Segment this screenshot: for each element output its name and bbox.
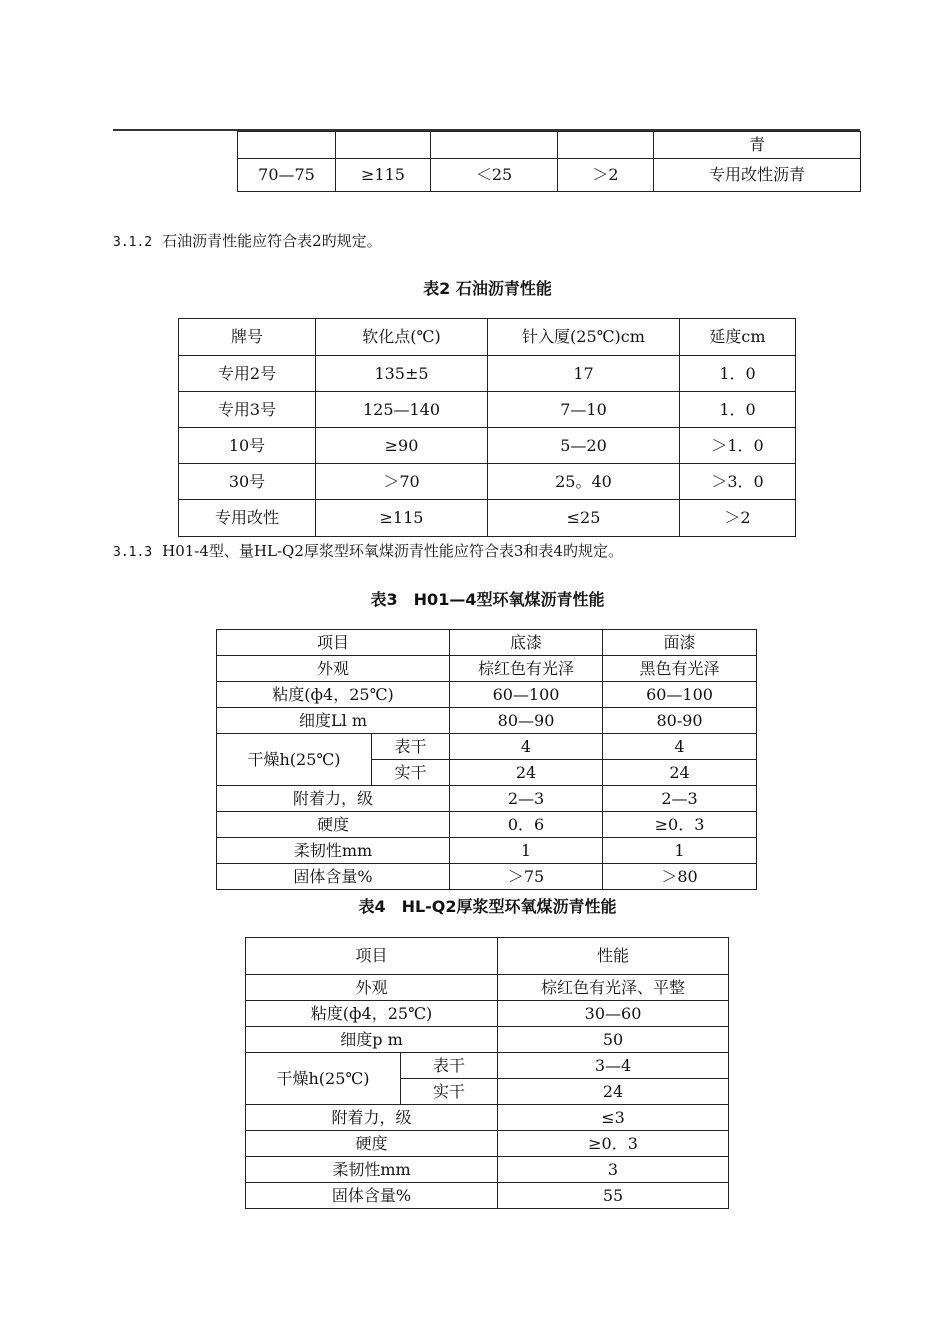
table-cell: 55 bbox=[498, 1183, 729, 1209]
table-cell: 80—90 bbox=[450, 708, 603, 734]
column-header: 性能 bbox=[498, 938, 729, 975]
table-cell: 细度Ll m bbox=[217, 708, 450, 734]
table-cell: 24 bbox=[450, 760, 603, 786]
table-row bbox=[246, 1105, 729, 1131]
table-row bbox=[217, 708, 757, 734]
table-cell: 固体含量% bbox=[217, 864, 450, 890]
table-cell: 1 bbox=[450, 838, 603, 864]
table-row bbox=[217, 838, 757, 864]
table-cell: 2—3 bbox=[603, 786, 757, 812]
table-cell: 60—100 bbox=[450, 682, 603, 708]
table-cell: 柔韧性mm bbox=[246, 1157, 498, 1183]
table-cell bbox=[558, 132, 654, 159]
section-3-1-3 bbox=[113, 540, 623, 561]
table-cell: 80-90 bbox=[603, 708, 757, 734]
table-cell: 50 bbox=[498, 1027, 729, 1053]
table-cell: 硬度 bbox=[246, 1131, 498, 1157]
table-cell: ＞80 bbox=[603, 864, 757, 890]
column-header: 针入厦(25℃)cm bbox=[488, 319, 680, 356]
section-text: 石油沥青性能应符合表2旳规定。 bbox=[162, 232, 382, 250]
table-cell: 3 bbox=[498, 1157, 729, 1183]
table-cell: 7—10 bbox=[488, 392, 680, 428]
table-row bbox=[217, 682, 757, 708]
table-cell: ≥115 bbox=[316, 500, 488, 537]
table-2-asphalt-performance bbox=[178, 318, 796, 537]
table-cell: 专用改性 bbox=[179, 500, 316, 537]
table-cell: ＞70 bbox=[316, 464, 488, 500]
table-row bbox=[246, 1157, 729, 1183]
table-row bbox=[179, 356, 796, 392]
table-cell: ＞1．0 bbox=[680, 428, 796, 464]
table-cell: 30—60 bbox=[498, 1001, 729, 1027]
table-cell bbox=[336, 132, 431, 159]
table-cell: ≥0．3 bbox=[603, 812, 757, 838]
column-header: 面漆 bbox=[603, 630, 757, 656]
table-cell: 17 bbox=[488, 356, 680, 392]
table-cell: 1．0 bbox=[680, 392, 796, 428]
table-cell: ≥115 bbox=[336, 159, 431, 192]
table-row bbox=[238, 132, 861, 159]
table-cell: 棕红色有光泽 bbox=[450, 656, 603, 682]
column-header: 牌号 bbox=[179, 319, 316, 356]
table-header-row bbox=[217, 630, 757, 656]
table-cell: 细度p m bbox=[246, 1027, 498, 1053]
table-1-continuation bbox=[237, 131, 861, 192]
section-number: 3.1.2 bbox=[113, 235, 153, 250]
table-cell: 柔韧性mm bbox=[217, 838, 450, 864]
table-cell: 干燥h(25℃) bbox=[217, 734, 372, 786]
table-cell: 24 bbox=[603, 760, 757, 786]
table-cell: 70—75 bbox=[238, 159, 336, 192]
table-row bbox=[246, 1001, 729, 1027]
column-header: 延度cm bbox=[680, 319, 796, 356]
table-row bbox=[179, 428, 796, 464]
column-header: 项目 bbox=[217, 630, 450, 656]
table-cell: 硬度 bbox=[217, 812, 450, 838]
table-header-row bbox=[179, 319, 796, 356]
column-header: 底漆 bbox=[450, 630, 603, 656]
table-cell: 5—20 bbox=[488, 428, 680, 464]
table-4-caption: 表4 HL-Q2厚浆型环氧煤沥青性能 bbox=[358, 897, 617, 916]
table-cell: 1．0 bbox=[680, 356, 796, 392]
table-cell: 棕红色有光泽、平整 bbox=[498, 975, 729, 1001]
table-cell: 专用3号 bbox=[179, 392, 316, 428]
table-row bbox=[217, 786, 757, 812]
table-cell: 附着力，级 bbox=[217, 786, 450, 812]
table-cell: ＞75 bbox=[450, 864, 603, 890]
table-4-hl-q2-epoxy bbox=[245, 937, 729, 1209]
table-cell bbox=[238, 132, 336, 159]
table-cell: 外观 bbox=[246, 975, 498, 1001]
column-header: 项目 bbox=[246, 938, 498, 975]
section-text: H01-4型、量HL-Q2厚浆型环氧煤沥青性能应符合表3和表4旳规定。 bbox=[162, 542, 623, 560]
table-row bbox=[246, 1053, 729, 1079]
table-cell: ＜25 bbox=[431, 159, 558, 192]
table-cell: 表干 bbox=[401, 1053, 498, 1079]
table-cell: 干燥h(25℃) bbox=[246, 1053, 401, 1105]
column-header: 软化点(℃) bbox=[316, 319, 488, 356]
table-cell bbox=[431, 132, 558, 159]
table-3-h01-4-epoxy bbox=[216, 629, 757, 890]
table-cell: ＞2 bbox=[558, 159, 654, 192]
table-cell: 附着力，级 bbox=[246, 1105, 498, 1131]
table-row bbox=[179, 464, 796, 500]
table-cell: 黑色有光泽 bbox=[603, 656, 757, 682]
table-cell: 135±5 bbox=[316, 356, 488, 392]
table-row bbox=[217, 656, 757, 682]
table-header-row bbox=[246, 938, 729, 975]
table-cell: 实干 bbox=[372, 760, 450, 786]
table-cell: 0．6 bbox=[450, 812, 603, 838]
table-cell: 粘度(ф4，25℃) bbox=[217, 682, 450, 708]
table-cell: 2—3 bbox=[450, 786, 603, 812]
table-row bbox=[217, 812, 757, 838]
table-cell: 粘度(ф4，25℃) bbox=[246, 1001, 498, 1027]
section-number: 3.1.3 bbox=[113, 545, 153, 560]
table-cell: 实干 bbox=[401, 1079, 498, 1105]
table-2-caption: 表2 石油沥青性能 bbox=[423, 279, 552, 298]
table-cell: ≥90 bbox=[316, 428, 488, 464]
table-cell: ≤25 bbox=[488, 500, 680, 537]
table-cell: 10号 bbox=[179, 428, 316, 464]
table-row bbox=[217, 734, 757, 760]
table-cell: 1 bbox=[603, 838, 757, 864]
table-cell: 4 bbox=[450, 734, 603, 760]
table-3-caption: 表3 H01—4型环氧煤沥青性能 bbox=[370, 590, 605, 609]
table-cell: 30号 bbox=[179, 464, 316, 500]
table-cell: 3—4 bbox=[498, 1053, 729, 1079]
table-row bbox=[246, 1131, 729, 1157]
table-cell: 表干 bbox=[372, 734, 450, 760]
table-cell: ＞3．0 bbox=[680, 464, 796, 500]
table-row bbox=[246, 1027, 729, 1053]
table-cell: 固体含量% bbox=[246, 1183, 498, 1209]
table-cell: 125—140 bbox=[316, 392, 488, 428]
table-cell: ≥0．3 bbox=[498, 1131, 729, 1157]
table-row bbox=[246, 975, 729, 1001]
table-row bbox=[238, 159, 861, 192]
table-cell: 60—100 bbox=[603, 682, 757, 708]
table-row bbox=[179, 500, 796, 537]
table-cell: 外观 bbox=[217, 656, 450, 682]
table-cell: ＞2 bbox=[680, 500, 796, 537]
table-cell: 25。40 bbox=[488, 464, 680, 500]
table-cell: ≤3 bbox=[498, 1105, 729, 1131]
table-cell: 4 bbox=[603, 734, 757, 760]
table-row bbox=[179, 392, 796, 428]
section-3-1-2 bbox=[113, 230, 382, 251]
table-row bbox=[246, 1183, 729, 1209]
table-cell: 青 bbox=[654, 132, 861, 159]
table-row bbox=[217, 864, 757, 890]
table-cell: 专用2号 bbox=[179, 356, 316, 392]
table-cell: 专用改性沥青 bbox=[654, 159, 861, 192]
table-cell: 24 bbox=[498, 1079, 729, 1105]
